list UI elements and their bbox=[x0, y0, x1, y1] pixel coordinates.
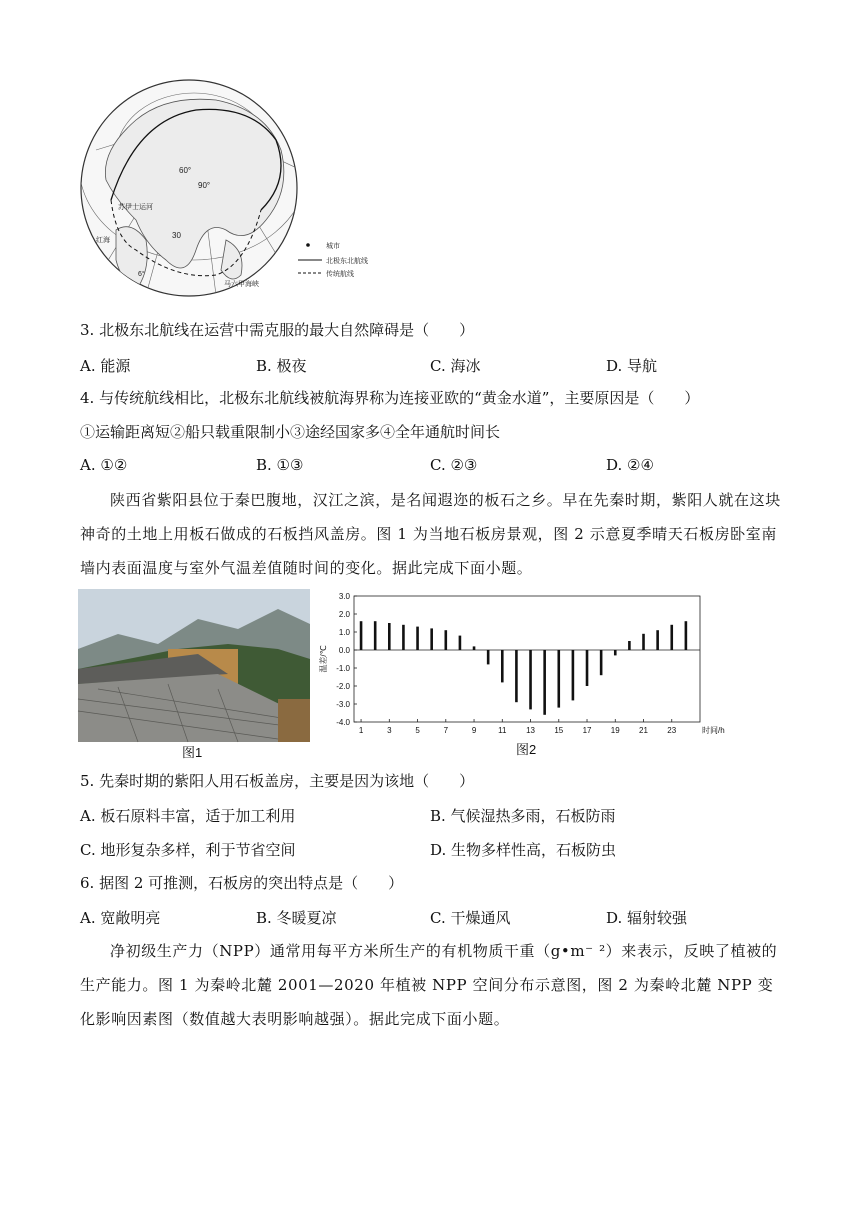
temp-diff-chart bbox=[312, 586, 725, 746]
x-axis-label: 时间/h bbox=[702, 726, 725, 735]
bar-hour-9 bbox=[473, 646, 476, 650]
map-figure bbox=[76, 80, 406, 295]
stone-house-photo bbox=[78, 589, 310, 742]
x-tick-label: 15 bbox=[554, 726, 564, 735]
x-tick-label: 23 bbox=[667, 726, 677, 735]
q6-stem: 6. 据图 2 可推测，石板房的突出特点是（ ） bbox=[80, 874, 404, 892]
x-tick-label: 13 bbox=[526, 726, 535, 735]
q4-option-d[interactable]: D. ②④ bbox=[606, 456, 654, 474]
bar-hour-14 bbox=[543, 650, 546, 715]
q4-option-a[interactable]: A. ①② bbox=[80, 456, 128, 474]
bar-hour-16 bbox=[572, 650, 575, 700]
x-tick-label: 19 bbox=[610, 726, 620, 735]
map-label-red-sea: 红海 bbox=[96, 237, 110, 244]
map-label-30: 30 bbox=[172, 231, 181, 240]
passage-npp: 净初级生产力（NPP）通常用每平方米所生产的有机物质干重（g•m⁻ ²）来表示，反映了植被的生产能力。图 1 为秦岭北麓 2001—2020 年植被 NPP 空间分布示意图，图 2 为秦岭北麓 NPP 变化影响因素图（数值越大表明影响越强）。据此完成下面小题。 bbox=[80, 942, 778, 1028]
city-dot-icon bbox=[306, 243, 310, 247]
q3-option-a[interactable]: A. 能源 bbox=[80, 357, 131, 375]
x-tick-label: 1 bbox=[358, 726, 364, 735]
bar-hour-18 bbox=[600, 650, 603, 675]
y-tick-label: -3.0 bbox=[336, 700, 350, 709]
bar-hour-5 bbox=[416, 627, 419, 650]
globe-map bbox=[76, 80, 406, 295]
bar-hour-10 bbox=[487, 650, 490, 664]
q4-option-c[interactable]: C. ②③ bbox=[430, 456, 478, 474]
x-tick-label: 21 bbox=[639, 726, 648, 735]
y-tick-label: 0.0 bbox=[338, 646, 350, 655]
q3-option-b[interactable]: B. 极夜 bbox=[256, 357, 307, 375]
y-tick-label: -4.0 bbox=[336, 718, 350, 727]
legend-traditional-route: 传统航线 bbox=[326, 271, 354, 278]
bar-hour-17 bbox=[586, 650, 589, 686]
q5-option-b[interactable]: B. 气候湿热多雨，石板防雨 bbox=[430, 807, 616, 825]
bar-hour-8 bbox=[459, 636, 462, 650]
q3-option-c[interactable]: C. 海冰 bbox=[430, 357, 481, 375]
q4-items: ①运输距离短②船只载重限制小③途经国家多④全年通航时间长 bbox=[80, 423, 501, 441]
map-label-60: 60° bbox=[179, 166, 192, 175]
fig2-caption: 图2 bbox=[516, 742, 537, 757]
y-tick-label: 3.0 bbox=[338, 592, 350, 601]
q4-stem: 4. 与传统航线相比，北极东北航线被航海界称为连接亚欧的“黄金水道”，主要原因是（ ） bbox=[80, 389, 700, 407]
legend-city: 城市 bbox=[326, 243, 340, 250]
bar-hour-3 bbox=[388, 623, 391, 650]
y-tick-label: -1.0 bbox=[336, 664, 350, 673]
q5-stem: 5. 先秦时期的紫阳人用石板盖房，主要是因为该地（ ） bbox=[80, 772, 475, 790]
bar-hour-21 bbox=[642, 634, 645, 650]
q5-option-c[interactable]: C. 地形复杂多样，利于节省空间 bbox=[80, 841, 296, 859]
y-tick-label: 1.0 bbox=[338, 628, 350, 637]
bar-hour-23 bbox=[670, 625, 673, 650]
bar-hour-24 bbox=[685, 621, 688, 650]
bar-hour-6 bbox=[430, 628, 433, 650]
bar-hour-2 bbox=[374, 621, 377, 650]
y-axis-label: 温差/℃ bbox=[319, 645, 328, 673]
x-tick-label: 5 bbox=[415, 726, 420, 735]
x-tick-label: 17 bbox=[582, 726, 592, 735]
fig1-caption: 图1 bbox=[182, 745, 203, 760]
map-label-90: 90° bbox=[198, 181, 211, 190]
map-label-suez: 苏伊士运河 bbox=[118, 204, 153, 211]
bar-hour-15 bbox=[557, 650, 560, 708]
bar-hour-20 bbox=[628, 641, 631, 650]
q6-option-b[interactable]: B. 冬暖夏凉 bbox=[256, 909, 337, 927]
plot-frame bbox=[354, 596, 700, 722]
temp-diff-chart-svg bbox=[312, 586, 725, 746]
q5-option-d[interactable]: D. 生物多样性高，石板防虫 bbox=[430, 841, 617, 859]
q6-option-d[interactable]: D. 辐射较强 bbox=[606, 909, 688, 927]
map-legend bbox=[298, 241, 368, 278]
bar-hour-11 bbox=[501, 650, 504, 682]
map-label-6: 6° bbox=[138, 271, 145, 278]
x-tick-label: 3 bbox=[387, 726, 392, 735]
q5-option-a[interactable]: A. 板石原料丰富，适于加工利用 bbox=[80, 807, 296, 825]
bar-hour-22 bbox=[656, 630, 659, 650]
q3-stem: 3. 北极东北航线在运营中需克服的最大自然障碍是（ ） bbox=[80, 321, 475, 339]
passage-stone-house: 陕西省紫阳县位于秦巴腹地，汉江之滨，是名闻遐迩的板石之乡。早在先秦时期，紫阳人就在这块神奇的土地上用板石做成的石板挡风盖房。图 1 为当地石板房景观，图 2 示意夏季晴天石板房卧室南墙内表面温度与室外气温差值随时间的变化。据此完成下面小题。 bbox=[80, 491, 781, 577]
q6-option-c[interactable]: C. 干燥通风 bbox=[430, 909, 511, 927]
y-tick-label: -2.0 bbox=[336, 682, 350, 691]
bar-hour-19 bbox=[614, 650, 617, 655]
legend-arctic-route: 北极东北航线 bbox=[326, 258, 368, 265]
q4-option-b[interactable]: B. ①③ bbox=[256, 456, 304, 474]
q6-option-a[interactable]: A. 宽敞明亮 bbox=[80, 909, 161, 927]
bar-hour-4 bbox=[402, 625, 405, 650]
x-tick-label: 9 bbox=[471, 726, 477, 735]
bar-hour-12 bbox=[515, 650, 518, 702]
bar-hour-1 bbox=[360, 621, 363, 650]
bar-hour-7 bbox=[444, 630, 447, 650]
x-tick-label: 7 bbox=[443, 726, 449, 735]
y-tick-label: 2.0 bbox=[338, 610, 350, 619]
x-tick-label: 11 bbox=[498, 726, 507, 735]
map-label-malacca: 马六甲海峡 bbox=[224, 281, 259, 288]
q3-option-d[interactable]: D. 导航 bbox=[606, 357, 658, 375]
bar-hour-13 bbox=[529, 650, 532, 709]
